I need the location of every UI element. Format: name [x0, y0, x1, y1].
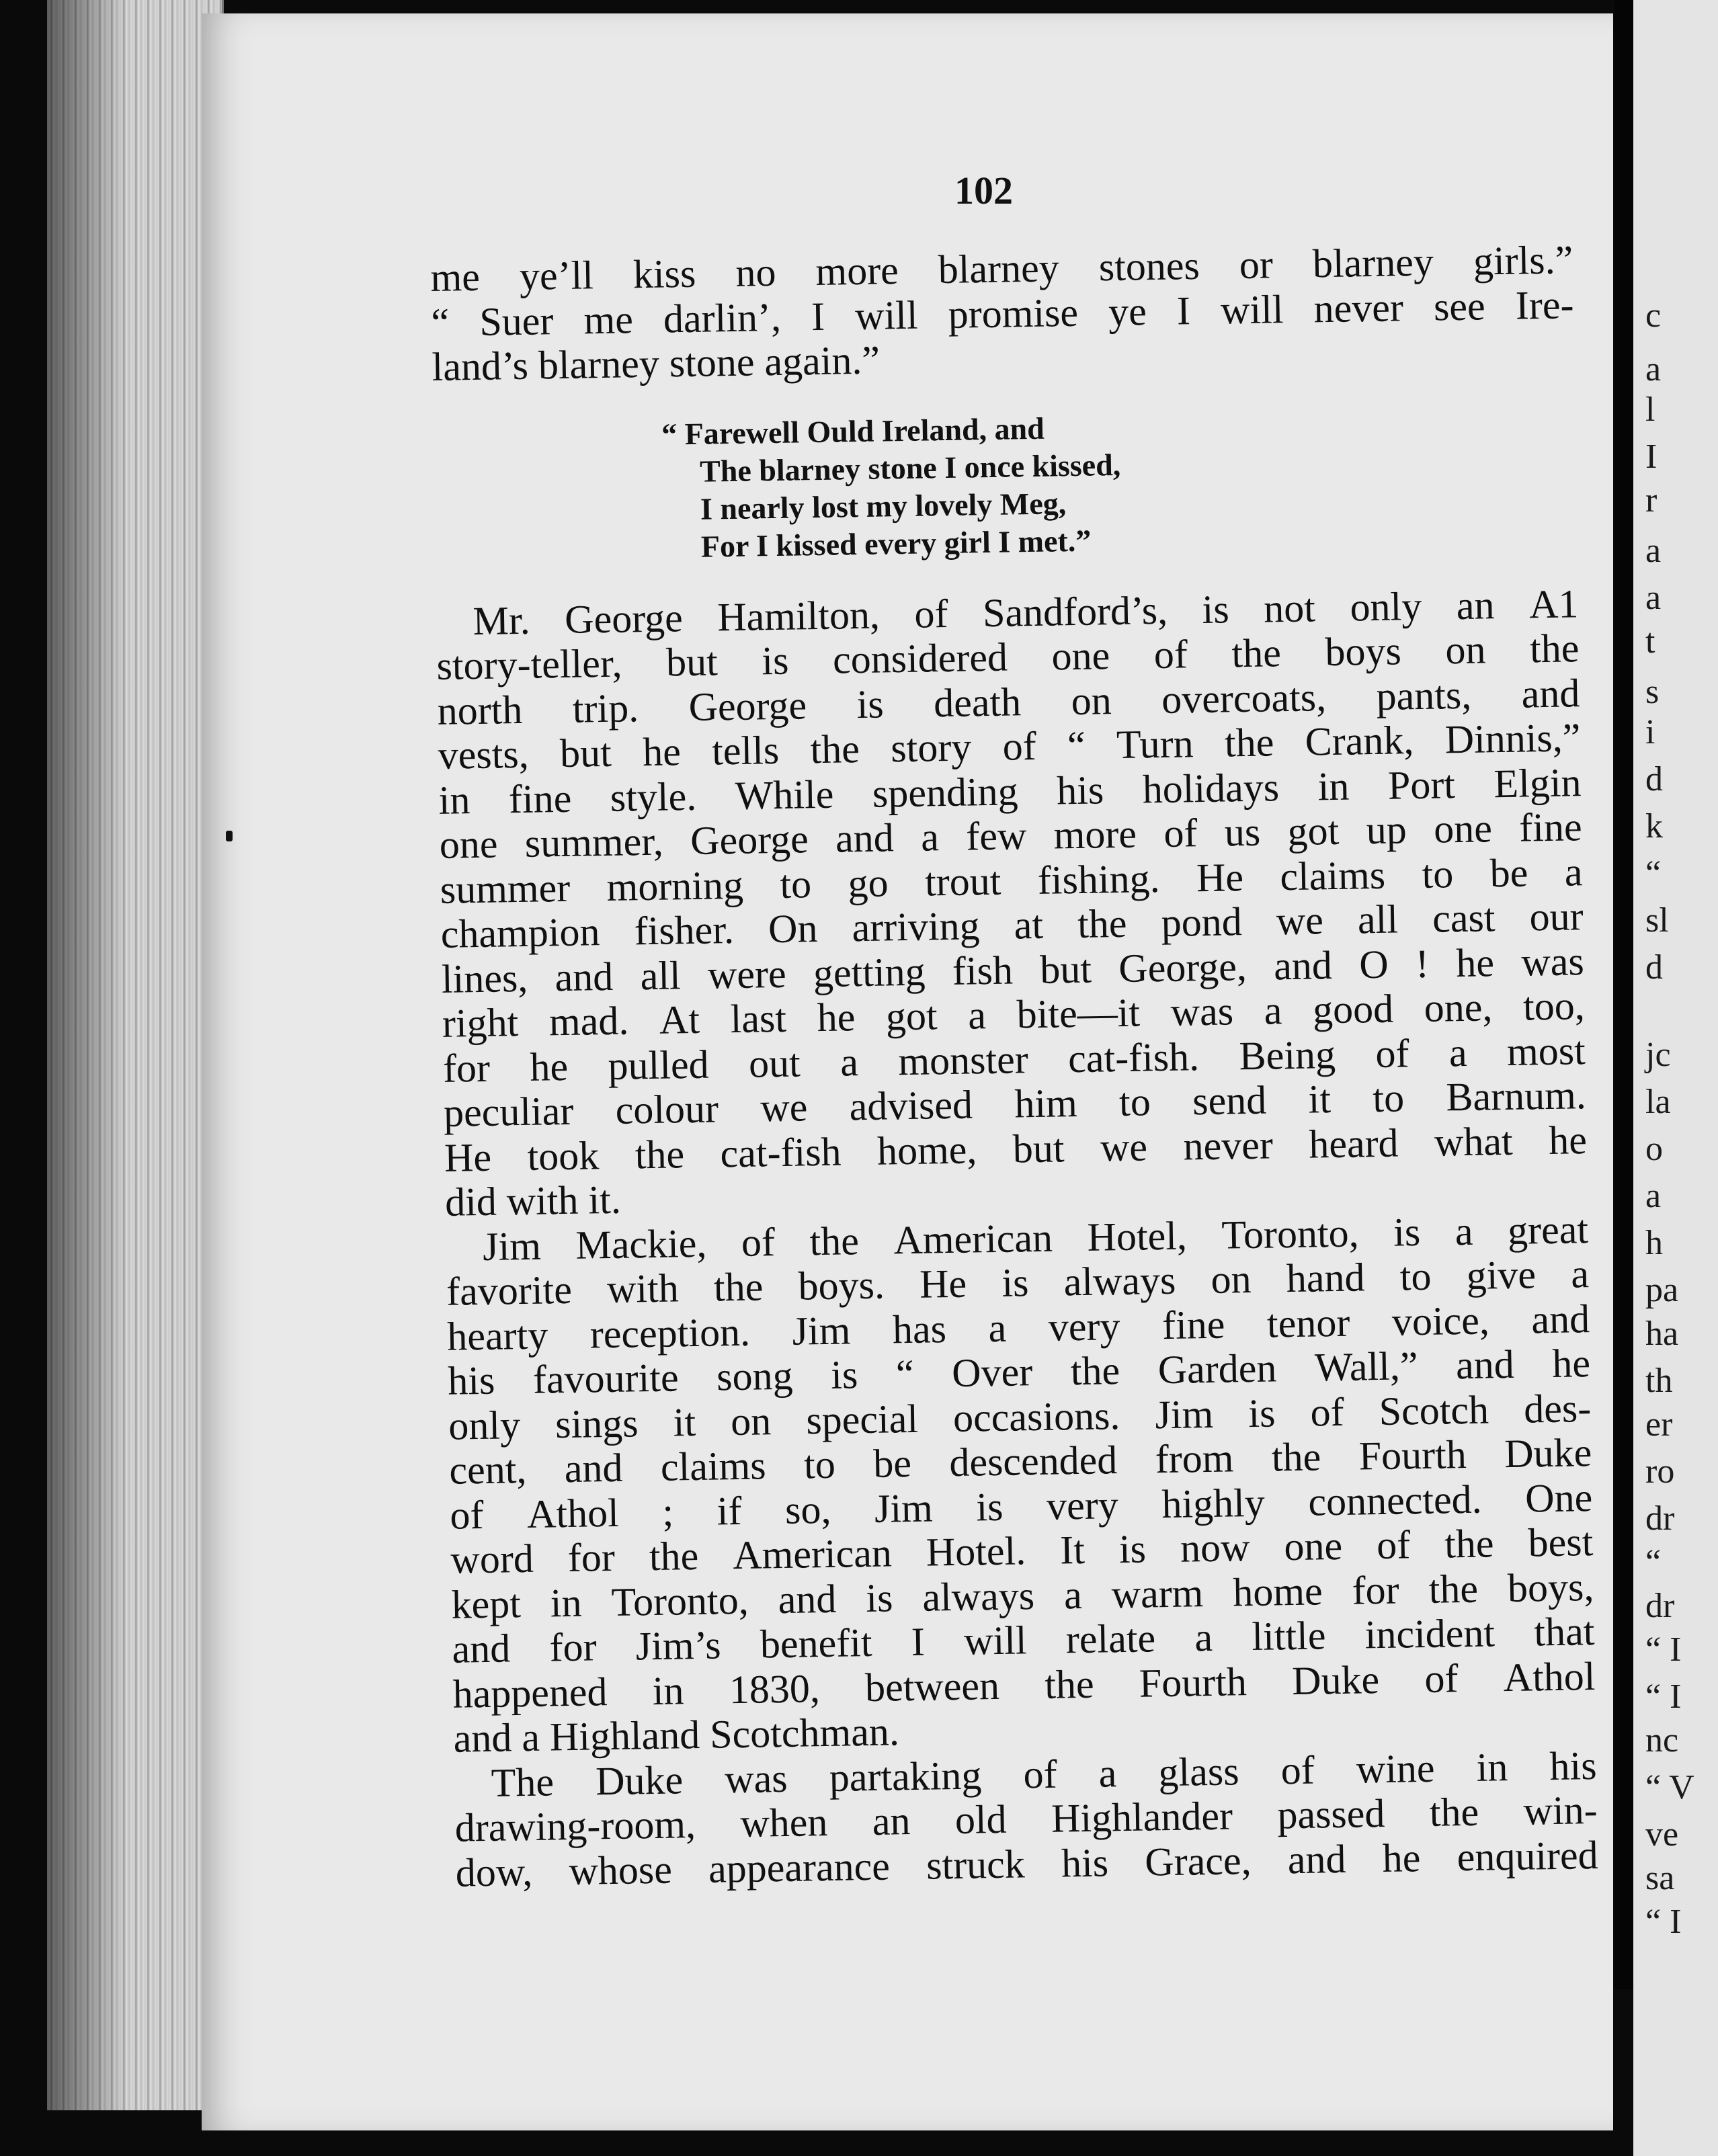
- text-line: and a Highland Scotchman.: [453, 1709, 900, 1761]
- adjacent-page-text: a: [1645, 1177, 1662, 1215]
- adjacent-page-text: a: [1645, 579, 1662, 617]
- text-line: drawing-room, when an old Highlander passed the win-: [454, 1788, 1598, 1850]
- adjacent-page-text: o: [1645, 1130, 1663, 1168]
- text-line: me ye’ll kiss no more blarney stones or blarney girls.”: [430, 237, 1573, 300]
- adjacent-page-text: “ I: [1645, 1630, 1682, 1669]
- adjacent-page-text: r: [1645, 481, 1658, 520]
- adjacent-page-text: dr: [1645, 1587, 1675, 1625]
- adjacent-page-text: sa: [1645, 1859, 1675, 1897]
- text-line: champion fisher. On arriving at the pond we all cast our: [440, 894, 1584, 956]
- text-line: north trip. George is death on overcoats, pants, and: [437, 670, 1580, 733]
- adjacent-page-text: dr: [1645, 1499, 1675, 1538]
- verse-quote: [661, 401, 1578, 566]
- adjacent-page-text: d: [1645, 760, 1663, 798]
- page-number: 102: [954, 169, 1013, 212]
- text-line: right mad. At last he got a bite—it was a good one, too,: [442, 983, 1586, 1046]
- adjacent-page-text: th: [1645, 1362, 1673, 1400]
- adjacent-page-fragment: [1633, 0, 1718, 2156]
- adjacent-page-text: pa: [1645, 1271, 1679, 1309]
- adjacent-page-text: s: [1645, 673, 1660, 711]
- adjacent-page-text: jc: [1645, 1036, 1671, 1074]
- adjacent-page-text: h: [1645, 1224, 1663, 1262]
- adjacent-page-text: I: [1645, 438, 1658, 476]
- text-line: dow, whose appearance struck his Grace, and he enquired: [455, 1832, 1599, 1895]
- text-line: peculiar colour we advised him to send it to Barnum.: [443, 1073, 1587, 1135]
- verse-line: The blarney stone I once kissed,: [699, 447, 1121, 489]
- adjacent-page-text: “ I: [1645, 1903, 1682, 1941]
- text-line: did with it.: [444, 1177, 622, 1225]
- text-line: for he pulled out a monster cat-fish. Being of a most: [442, 1028, 1586, 1091]
- page-gutter: [1614, 0, 1633, 1989]
- margin-speck: [226, 831, 233, 841]
- text-line: The Duke was partaking of a glass of wine in his: [491, 1743, 1598, 1805]
- adjacent-page-text: a: [1645, 532, 1662, 570]
- verse-line: For I kissed every girl I met.”: [700, 523, 1092, 564]
- text-line: story-teller, but is considered one of the boys on the: [436, 626, 1580, 688]
- verse-line: “ Farewell Ould Ireland, and: [661, 411, 1045, 452]
- adjacent-page-text: i: [1645, 713, 1655, 751]
- adjacent-page-text: a: [1645, 350, 1662, 388]
- paragraph-mackie: [446, 1207, 1596, 1761]
- text-line: favorite with the boys. He is always on hand to give a: [446, 1251, 1590, 1314]
- paragraph-hamilton: [436, 581, 1588, 1225]
- text-line: He took the cat-fish home, but we never heard what he: [444, 1117, 1588, 1180]
- adjacent-page-text: ro: [1645, 1452, 1675, 1491]
- text-line: summer morning to go trout fishing. He claims to be a: [440, 849, 1583, 912]
- page-body-text: [430, 237, 1598, 1895]
- adjacent-page-text: k: [1645, 807, 1663, 845]
- text-line: vests, but he tells the story of “ Turn the Crank, Dinnis,”: [438, 715, 1581, 778]
- adjacent-page-text: “ I: [1645, 1677, 1682, 1716]
- text-line: happened in 1830, between the Fourth Duke of Athol: [452, 1653, 1596, 1716]
- text-line: his favourite song is “ Over the Garden Wall,” and he: [447, 1341, 1591, 1403]
- adjacent-page-text: l: [1645, 390, 1655, 429]
- adjacent-page-text: “: [1645, 1543, 1662, 1581]
- verse-line: I nearly lost my lovely Meg,: [700, 485, 1067, 526]
- adjacent-page-text: sl: [1645, 901, 1669, 940]
- text-line: kept in Toronto, and is always a warm home for the boys,: [451, 1564, 1594, 1627]
- text-line: Jim Mackie, of the American Hotel, Toronto, is a great: [482, 1206, 1589, 1269]
- adjacent-page-text: d: [1645, 948, 1663, 987]
- text-line: only sings it on special occasions. Jim is of Scotch des-: [448, 1385, 1592, 1448]
- text-line: one summer, George and a few more of us got up one fine: [439, 804, 1583, 867]
- adjacent-page-text: c: [1645, 296, 1662, 335]
- text-line: and for Jim’s benefit I will relate a little incident that: [452, 1609, 1595, 1671]
- adjacent-page-text: er: [1645, 1405, 1673, 1444]
- adjacent-page-text: nc: [1645, 1721, 1679, 1759]
- text-line: Mr. George Hamilton, of Sandford’s, is not only an A1: [473, 581, 1579, 643]
- text-line: in fine style. While spending his holidays in Port Elgin: [438, 759, 1582, 823]
- adjacent-page-text: la: [1645, 1083, 1671, 1121]
- adjacent-page-text: “ V: [1645, 1768, 1694, 1807]
- adjacent-page-text: ha: [1645, 1315, 1679, 1353]
- adjacent-page-text: “: [1645, 854, 1662, 893]
- text-line: lines, and all were getting fish but George, and O ! he was: [441, 938, 1585, 1001]
- paragraph-duke: [454, 1743, 1598, 1895]
- text-line: “ Suer me darlin’, I will promise ye I will never see Ire-: [431, 282, 1574, 345]
- adjacent-page-text: t: [1645, 622, 1655, 661]
- book-page-edges: [47, 0, 224, 2110]
- text-line: land’s blarney stone again.”: [432, 337, 881, 389]
- text-line: word for the American Hotel. It is now one of the best: [450, 1520, 1594, 1582]
- opening-lines: [430, 237, 1575, 389]
- adjacent-page-text: ve: [1645, 1815, 1679, 1854]
- text-line: of Athol ; if so, Jim is very highly connected. One: [449, 1475, 1593, 1538]
- text-line: hearty reception. Jim has a very fine tenor voice, and: [446, 1296, 1590, 1359]
- text-line: cent, and claims to be descended from the Fourth Duke: [448, 1430, 1592, 1493]
